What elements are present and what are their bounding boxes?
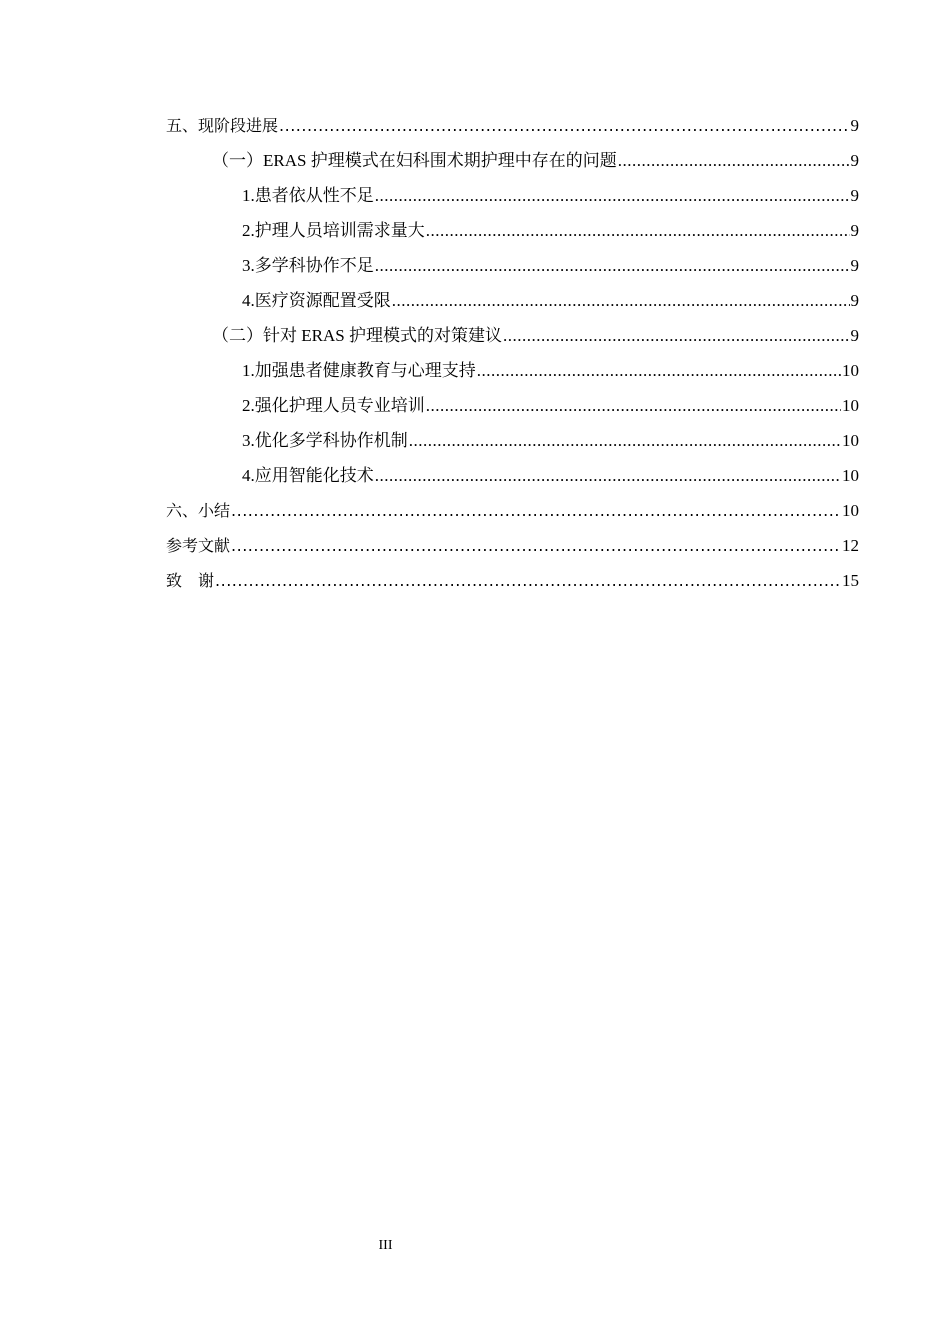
toc-entry-page: 15 (842, 571, 859, 590)
dot-leader (426, 388, 841, 423)
toc-entry[interactable] (166, 493, 859, 528)
toc-entry-number: 六、 (166, 501, 199, 520)
toc-entry-title: 现阶段进展 (198, 116, 279, 135)
toc-entry-title: 优化多学科协作机制 (254, 431, 408, 450)
toc-entry-title: 护理人员培训需求量大 (254, 221, 425, 240)
toc-entry-number: 3. (242, 431, 255, 450)
toc-entry-page: 10 (842, 501, 859, 520)
dot-leader (279, 108, 849, 143)
dot-leader (231, 528, 841, 563)
toc-entry-number: 2. (242, 396, 255, 415)
toc-entry[interactable] (166, 143, 859, 178)
toc-entry-title: 参考文献 (166, 536, 231, 555)
toc-entry[interactable] (166, 213, 859, 248)
toc-entry-page: 9 (850, 291, 859, 310)
toc-entry[interactable] (166, 528, 859, 563)
toc-entry-title: 致 谢 (166, 571, 215, 590)
dot-leader (392, 283, 850, 318)
toc-entry[interactable] (166, 283, 859, 318)
toc-entry-number: 3. (242, 256, 255, 275)
dot-leader (375, 178, 850, 213)
toc-entry-page: 10 (842, 466, 859, 485)
dot-leader (375, 458, 841, 493)
toc-entry-number: 4. (242, 291, 255, 310)
toc-entry-number: 2. (242, 221, 255, 240)
toc-entry-title: 强化护理人员专业培训 (254, 396, 425, 415)
dot-leader (409, 423, 841, 458)
dot-leader (215, 563, 841, 598)
toc-entry-title: 患者依从性不足 (254, 186, 374, 205)
toc-entry[interactable] (166, 108, 859, 143)
toc-entry-page: 10 (842, 361, 859, 380)
toc-entry[interactable] (166, 353, 859, 388)
toc-entry-page: 12 (842, 536, 859, 555)
toc-entry[interactable] (166, 388, 859, 423)
toc-entry-title: 医疗资源配置受限 (254, 291, 391, 310)
toc-entry-page: 9 (850, 151, 859, 170)
toc-entry[interactable] (166, 423, 859, 458)
toc-entry-number: 五、 (166, 116, 199, 135)
dot-leader (618, 143, 850, 178)
dot-leader (477, 353, 841, 388)
toc-entry-title: 多学科协作不足 (254, 256, 374, 275)
toc-entry-title: 加强患者健康教育与心理支持 (254, 361, 476, 380)
toc-entry-title: 针对 ERAS 护理模式的对策建议 (263, 326, 502, 345)
toc-entry-title: 应用智能化技术 (254, 466, 374, 485)
toc-entry[interactable] (166, 248, 859, 283)
toc-entry-page: 10 (842, 396, 859, 415)
toc-entry-page: 9 (850, 186, 859, 205)
toc-entry-page: 10 (842, 431, 859, 450)
toc-entry-number: 1. (242, 186, 255, 205)
toc-entry[interactable] (166, 458, 859, 493)
dot-leader (503, 318, 850, 353)
toc-entry-title: ERAS 护理模式在妇科围术期护理中存在的问题 (263, 151, 617, 170)
toc-entry-page: 9 (850, 116, 859, 135)
toc-entry-title: 小结 (198, 501, 231, 520)
toc-entry[interactable] (166, 563, 859, 598)
toc-entry[interactable] (166, 318, 859, 353)
toc-entry-number: 1. (242, 361, 255, 380)
toc-entry-number: （二） (212, 326, 263, 345)
dot-leader (426, 213, 850, 248)
table-of-contents (166, 108, 859, 598)
toc-entry-page: 9 (850, 326, 859, 345)
page-footer-number: III (378, 1238, 393, 1253)
dot-leader (231, 493, 841, 528)
toc-entry-page: 9 (850, 256, 859, 275)
toc-entry-number: （一） (212, 151, 263, 170)
dot-leader (375, 248, 850, 283)
toc-entry-number: 4. (242, 466, 255, 485)
toc-entry-page: 9 (850, 221, 859, 240)
toc-entry[interactable] (166, 178, 859, 213)
